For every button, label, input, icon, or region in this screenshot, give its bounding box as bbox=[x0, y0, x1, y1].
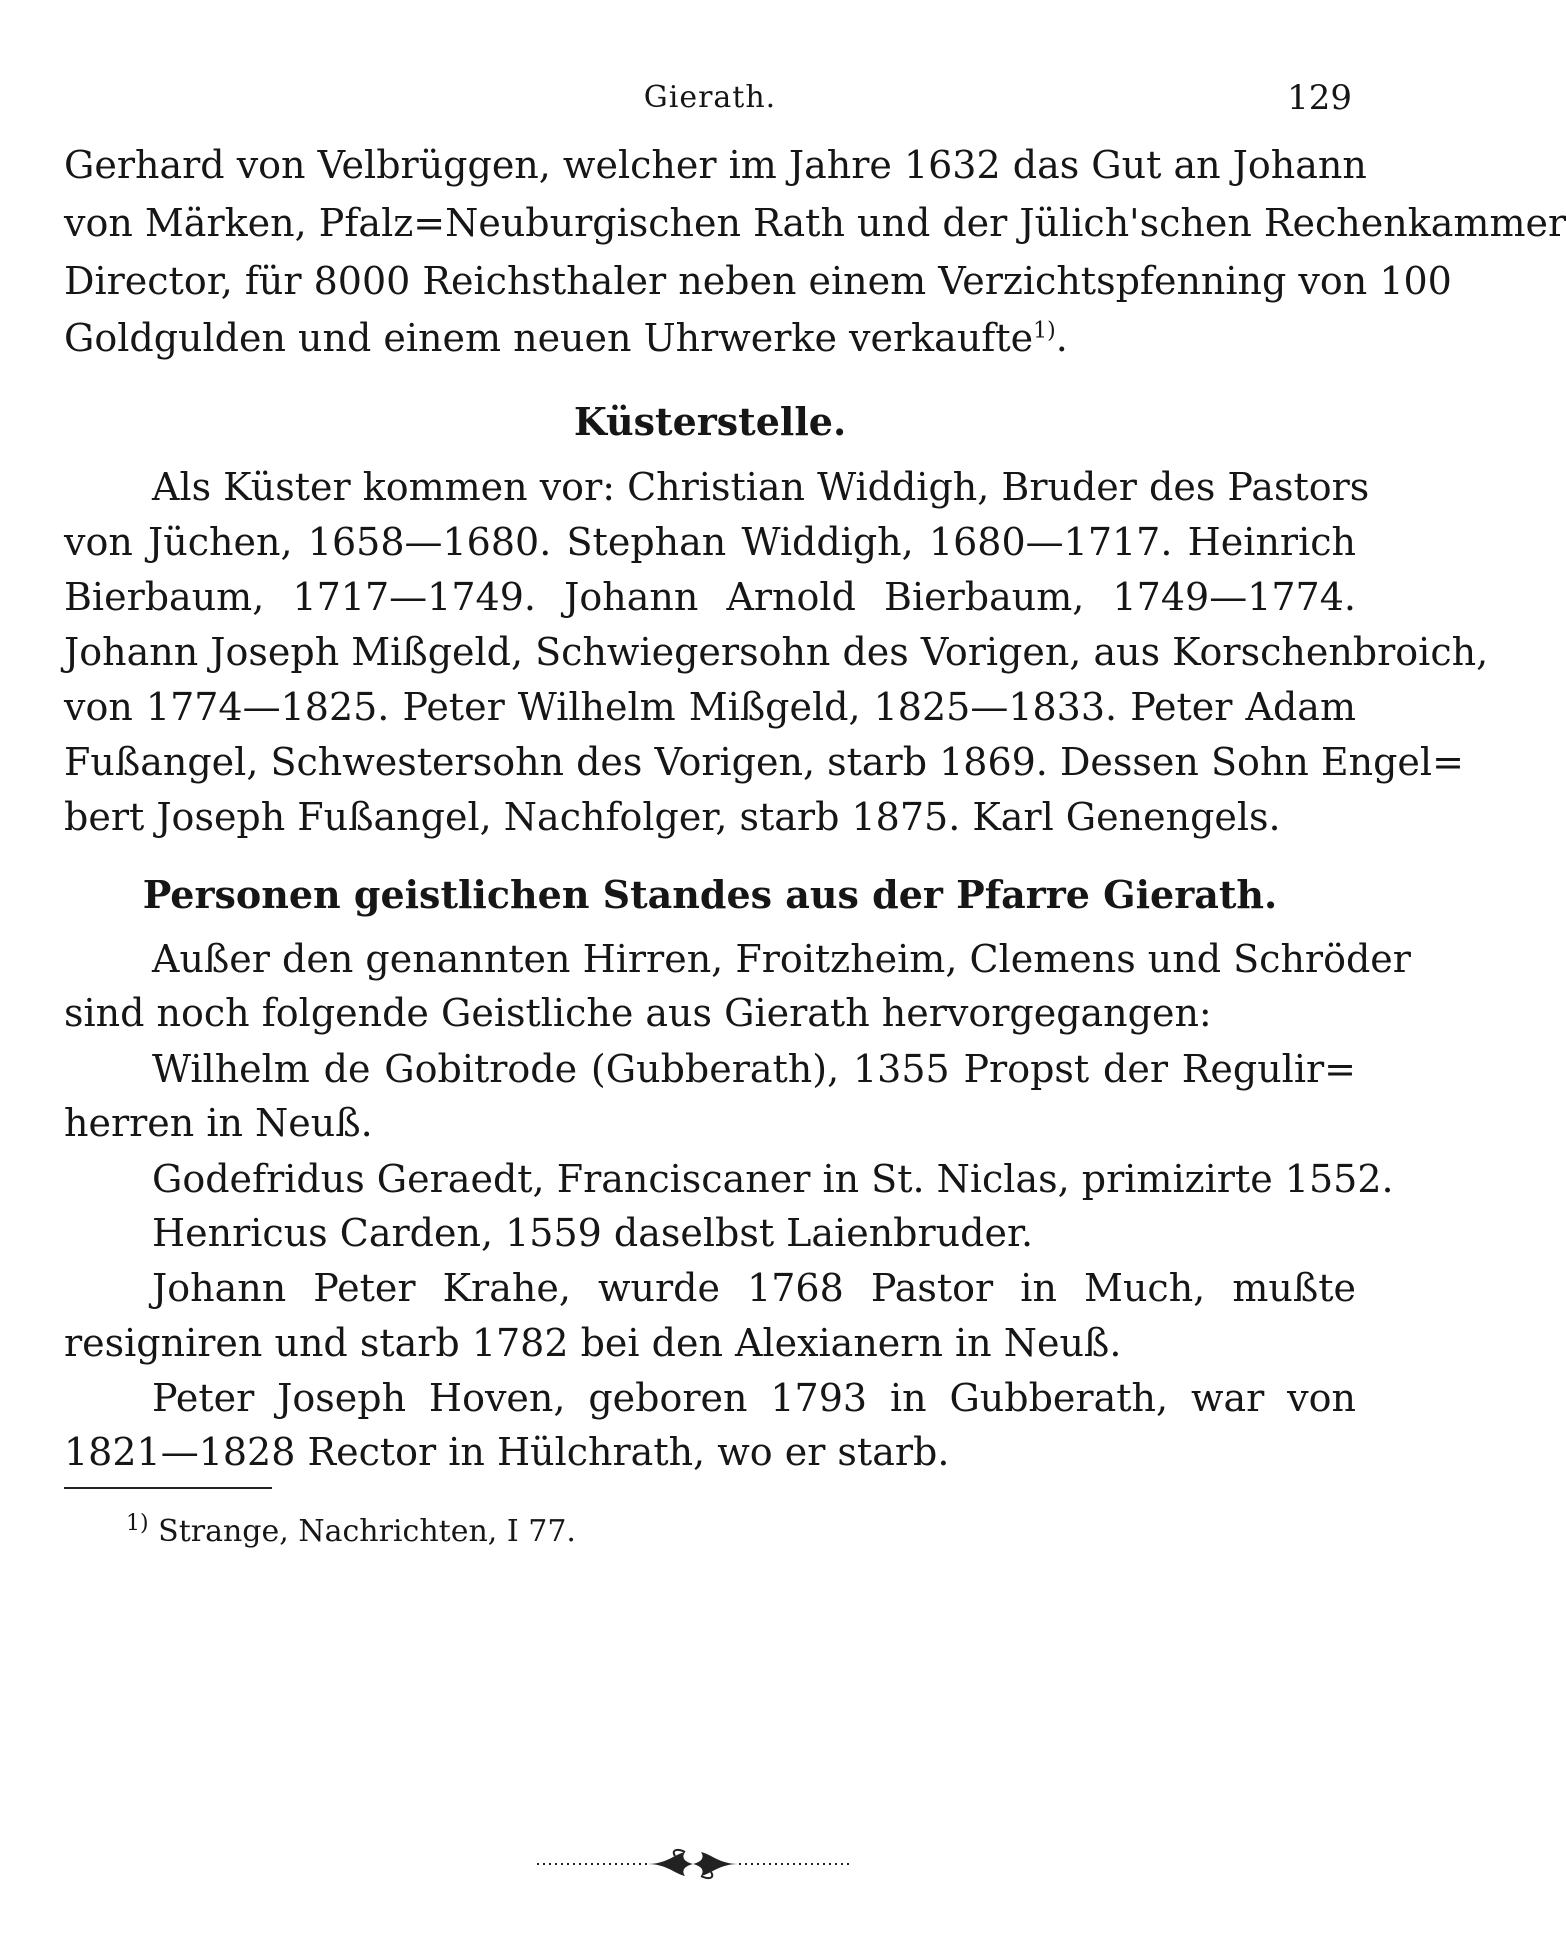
footnote-marker: 1) bbox=[126, 1511, 149, 1536]
intro-last-line bbox=[64, 313, 1356, 363]
kuester-line: bert Joseph Fußangel, Nachfolger, starb 1875. Karl Genengels. bbox=[64, 795, 1281, 839]
intro-line: Director, für 8000 Reichsthaler neben einem Verzichtspfenning von 100 bbox=[64, 259, 1452, 303]
intro-line: Goldgulden und einem neuen Uhrwerke verkaufte bbox=[64, 316, 1034, 360]
kuester-line: Fußangel, Schwestersohn des Vorigen, starb 1869. Dessen Sohn Engel= bbox=[64, 740, 1464, 784]
footnote bbox=[126, 1510, 576, 1554]
personen-line: Henricus Carden, 1559 daselbst Laienbruder. bbox=[152, 1211, 1034, 1255]
personen-line: herren in Neuß. bbox=[64, 1101, 373, 1145]
personen-line: Peter Joseph Hoven, geboren 1793 in Gubberath, war von bbox=[152, 1376, 1356, 1420]
footnote-reference: 1) bbox=[1033, 318, 1056, 344]
decorative-ornament-icon bbox=[535, 1846, 851, 1882]
kuester-line: Als Küster kommen vor: Christian Widdigh, Bruder des Pastors bbox=[152, 465, 1370, 509]
personen-line: Godefridus Geraedt, Franciscaner in St. Niclas, primizirte 1552. bbox=[152, 1157, 1394, 1201]
running-title: Gierath. bbox=[643, 80, 777, 115]
personen-line: resigniren und starb 1782 bei den Alexianern in Neuß. bbox=[64, 1321, 1122, 1365]
kuester-line: Bierbaum, 1717—1749. Johann Arnold Bierbaum, 1749—1774. bbox=[64, 575, 1356, 619]
personen-line: Wilhelm de Gobitrode (Gubberath), 1355 Propst der Regulir= bbox=[152, 1047, 1356, 1091]
running-head bbox=[60, 74, 1360, 124]
personen-line: 1821—1828 Rector in Hülchrath, wo er starb. bbox=[64, 1430, 950, 1474]
intro-line: von Märken, Pfalz=Neuburgischen Rath und der Jülich'schen Rechenkammer bbox=[64, 201, 1566, 245]
footnote-text: Strange, Nachrichten, I 77. bbox=[158, 1514, 576, 1549]
kuester-line: von 1774—1825. Peter Wilhelm Mißgeld, 1825—1833. Peter Adam bbox=[64, 685, 1356, 729]
kuester-line: Johann Joseph Mißgeld, Schwiegersohn des Vorigen, aus Korschenbroich, bbox=[64, 630, 1489, 674]
footnote-rule bbox=[64, 1487, 272, 1489]
personen-line: Außer den genannten Hirren, Froitzheim, Clemens und Schröder bbox=[152, 937, 1411, 981]
personen-line: sind noch folgende Geistliche aus Gierath hervorgegangen: bbox=[64, 991, 1212, 1035]
intro-tail: . bbox=[1055, 316, 1068, 360]
section-heading-kuesterstelle: Küsterstelle. bbox=[573, 399, 847, 444]
kuester-line: von Jüchen, 1658—1680. Stephan Widdigh, 1680—1717. Heinrich bbox=[64, 520, 1356, 564]
page-number: 129 bbox=[1287, 78, 1352, 118]
intro-line: Gerhard von Velbrüggen, welcher im Jahre 1632 das Gut an Johann bbox=[64, 143, 1367, 187]
section-heading-personen: Personen geistlichen Standes aus der Pfarre Gierath. bbox=[142, 872, 1278, 917]
personen-line: Johann Peter Krahe, wurde 1768 Pastor in Much, mußte bbox=[152, 1266, 1356, 1310]
